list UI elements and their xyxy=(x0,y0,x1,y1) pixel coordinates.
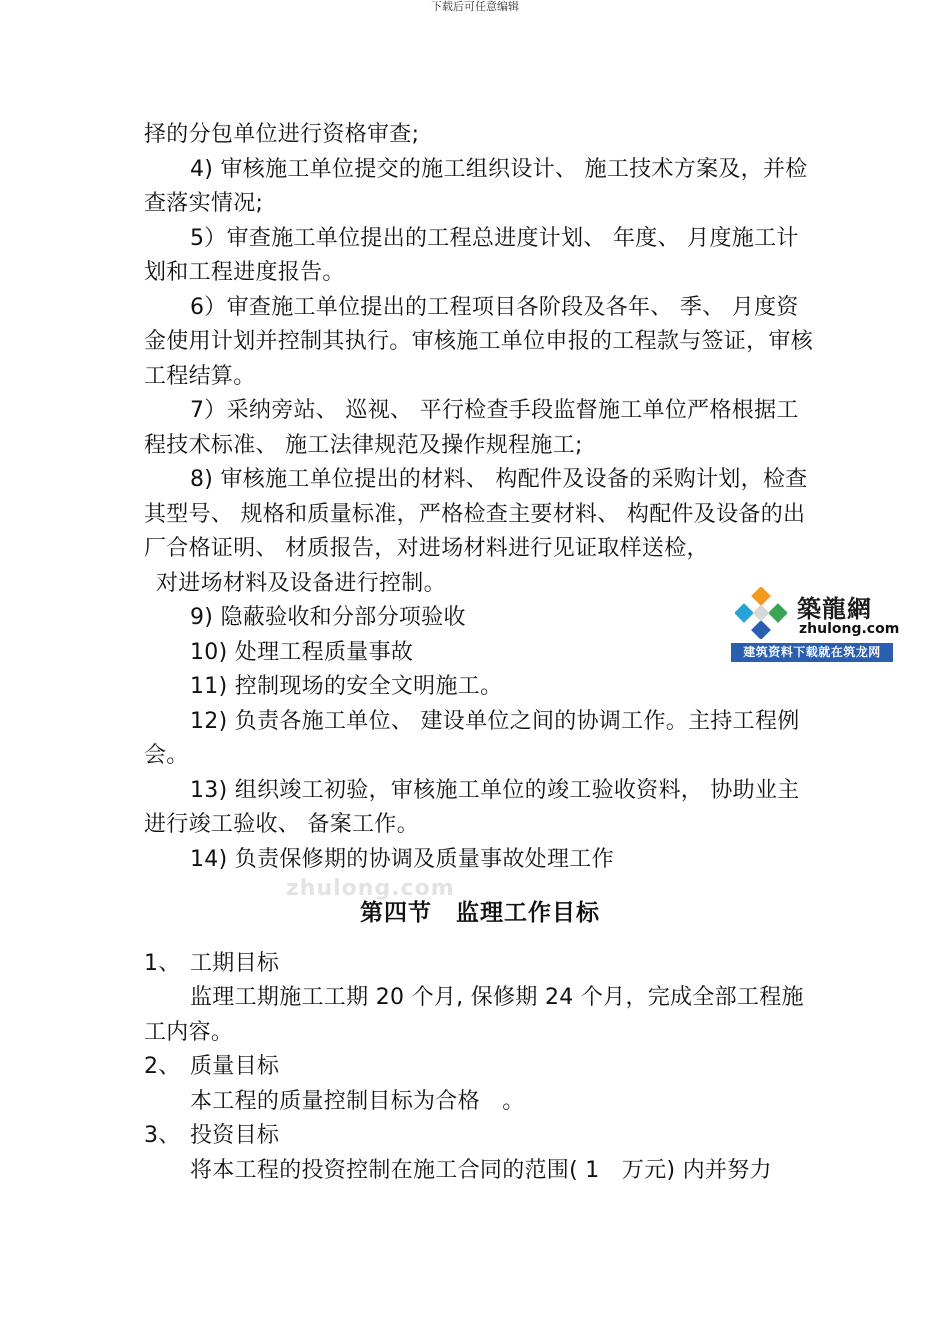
list-item-8: 8) 审核施工单位提出的材料、 构配件及设备的采购计划，检查其型号、 规格和质量标准，严格检查主要材料、 构配件及设备的出厂合格证明、 材质报告，对进场材料进行见证取样送检， xyxy=(144,467,808,561)
list-item-9: 9) 隐蔽验收和分部分项验收 xyxy=(190,605,466,630)
list-item-13: 13) 组织竣工初验，审核施工单位的竣工验收资料， 协助业主进行竣工验收、 备案工作。 xyxy=(144,777,800,837)
zhulong-logo-icon xyxy=(735,587,787,639)
target-number: 2、 xyxy=(144,1054,181,1079)
list-item-11: 11) 控制现场的安全文明施工。 xyxy=(190,674,503,699)
logo-slogan: 建筑资料下载就在筑龙网 xyxy=(731,643,893,662)
watermark: zhulong.com xyxy=(286,876,455,901)
target-quality xyxy=(144,1050,816,1085)
target-investment xyxy=(144,1119,816,1154)
target-schedule xyxy=(144,947,816,982)
logo-name: 築龍網 xyxy=(797,594,872,623)
logo-domain: zhulong.com xyxy=(799,621,900,637)
target-text: 监理工期施工工期 20 个月, 保修期 24 个月，完成全部工程施工内容。 xyxy=(144,985,804,1045)
zhulong-logo xyxy=(731,585,900,663)
header-note: 下载后可任意编辑 xyxy=(431,0,519,13)
target-number: 3、 xyxy=(144,1123,181,1148)
target-number: 1、 xyxy=(144,950,181,976)
target-heading: 质量目标 xyxy=(190,1054,280,1079)
list-item-10: 10) 处理工程质量事故 xyxy=(190,639,414,665)
list-item-8-cont: 对进场材料及设备进行控制。 xyxy=(156,570,446,596)
section-title: 第四节 监理工作目标 xyxy=(360,900,600,926)
list-item-12: 12) 负责各施工单位、 建设单位之间的协调工作。主持工程例会。 xyxy=(144,708,800,768)
target-heading: 投资目标 xyxy=(190,1123,280,1148)
list-item-4: 4) 审核施工单位提交的施工组织设计、 施工技术方案及，并检查落实情况; xyxy=(144,156,808,216)
target-text: 本工程的质量控制目标为合格 。 xyxy=(190,1088,525,1114)
list-item-14: 14) 负责保修期的协调及质量事故处理工作 xyxy=(190,846,614,872)
target-text: 将本工程的投资控制在施工合同的范围( 1 万元) 内并努力 xyxy=(190,1157,772,1183)
paragraph-continuation: 择的分包单位进行资格审查; xyxy=(144,122,420,147)
target-heading: 工期目标 xyxy=(190,950,280,976)
list-item-7: 7）采纳旁站、 巡视、 平行检查手段监督施工单位严格根据工程技术标准、 施工法律规范及操作规程施工; xyxy=(144,398,799,458)
document-body xyxy=(144,118,816,1188)
list-item-6: 6）审查施工单位提出的工程项目各阶段及各年、 季、 月度资金使用计划并控制其执行。审核施工单位申报的工程款与签证，审核工程结算。 xyxy=(144,294,814,389)
list-item-5: 5）审查施工单位提出的工程总进度计划、 年度、 月度施工计划和工程进度报告。 xyxy=(144,225,799,285)
